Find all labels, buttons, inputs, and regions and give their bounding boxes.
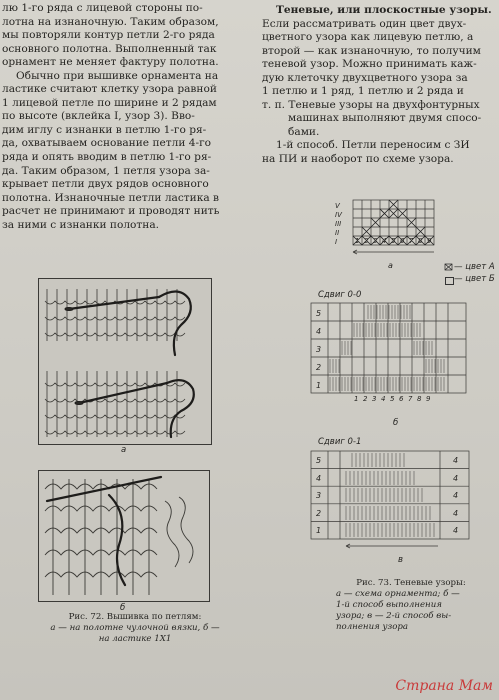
shift-0-1-row-number: 5 (316, 456, 322, 465)
figure-72-caption-line: на ластике 1Х1 (98, 634, 172, 644)
shift-0-1-side-number: 4 (453, 491, 459, 500)
shift-0-1-side-number: 4 (453, 474, 459, 483)
figure-72a-label: а (121, 445, 127, 455)
shift-0-0-col-label: 9 (426, 395, 431, 403)
shift-0-0-row-number: 1 (316, 381, 322, 390)
right-paragraph (262, 4, 496, 167)
shift-0-1-side-number: 4 (453, 509, 459, 518)
scheme-row-label: II (335, 229, 340, 237)
figure-73c-label: в (398, 555, 404, 565)
text-line: второй — как изнаночную, то получим (262, 44, 481, 57)
scheme-col-label: 3 (373, 237, 378, 245)
shift-0-0-grid (310, 302, 470, 410)
figure-72b-label: б (120, 603, 126, 613)
right-column (262, 4, 496, 167)
text-line: Обычно при вышивке орнамента на (16, 69, 219, 82)
shift-0-0-col-label: 5 (390, 395, 395, 403)
text-line: дую клеточку двухцветного узора за (262, 71, 468, 84)
figure-73b-label: б (393, 418, 399, 428)
scheme-col-label: 6 (400, 237, 405, 245)
legend-color-b: — цвет Б (454, 274, 495, 284)
text-line: Если рассматривать один цвет двух- (262, 17, 467, 30)
text-line: машинах выполняют двумя спосо- (288, 112, 482, 125)
text-line: полотна. Изнаночные петли ластика в (2, 191, 220, 204)
shift-0-0-col-label: 4 (381, 395, 386, 403)
figure-73-caption-line: полнения узора (336, 622, 409, 632)
figure-72-caption-line: а — на полотне чулочной вязки, б — (50, 623, 220, 633)
scheme-col-label: 7 (409, 237, 414, 245)
text-line: да. Таким образом, 1 петля узора за- (2, 164, 210, 177)
text-line: по высоте (вклейка I, узор 3). Вво- (2, 110, 195, 123)
figure-72-caption (40, 612, 230, 645)
scheme-row-label: III (335, 220, 342, 228)
scheme-col-label: 8 (418, 237, 423, 245)
figure-73b-table (310, 302, 470, 410)
shift-0-0-col-label: 2 (363, 395, 368, 403)
shift-0-1-title: Сдвиг 0-1 (318, 437, 362, 447)
shift-0-0-col-label: 7 (408, 395, 413, 403)
shift-0-0-col-label: 3 (372, 395, 377, 403)
scheme-col-label: 2 (364, 237, 369, 245)
text-line: ластике считают клетку узора равной (2, 83, 217, 96)
figure-73-caption (336, 578, 486, 633)
text-line: расчет не принимают и проводят нить (2, 205, 220, 218)
text-line: орнамент не меняет фактуру полотна. (2, 56, 219, 69)
figure-73c-table (310, 450, 480, 550)
scheme-label: а (388, 261, 393, 270)
scheme-row-label: I (335, 238, 338, 246)
knitting-stockinette-drawing (39, 279, 211, 444)
text-line: т. п. Теневые узоры на двухфонтурных (262, 98, 480, 111)
text-line: 1 лицевой петле по ширине и 2 рядам (2, 96, 217, 109)
shift-0-1-side-number: 4 (453, 526, 459, 535)
figure-73-caption-line: узора; в — 2-й способ вы- (336, 611, 452, 621)
shift-0-0-row-number: 2 (316, 363, 322, 372)
shift-0-1-grid (310, 450, 480, 550)
shift-0-1-row-number: 4 (316, 474, 322, 483)
shift-0-0-row-number: 3 (316, 345, 322, 354)
text-line: дим иглу с изнанки в петлю 1-го ря- (2, 123, 207, 136)
figure-72-caption-title: Рис. 72. Вышивка по петлям: (68, 612, 202, 622)
legend-swatch-b (445, 277, 454, 285)
scheme-col-label: 5 (391, 237, 396, 245)
text-line: на ПИ и наоборот по схеме узора. (262, 153, 454, 166)
figure-73-caption-title: Рис. 73. Теневые узоры: (356, 578, 466, 588)
scheme-col-label: 1 (355, 237, 360, 245)
figure-73-caption-line: а — схема орнамента; б — (336, 589, 460, 599)
figure-72b-illustration (38, 470, 210, 602)
shift-0-0-title: Сдвиг 0-0 (318, 290, 362, 300)
shift-0-1-row-number: 3 (316, 491, 322, 500)
text-line: да, охватываем основание петли 4-го (2, 137, 212, 150)
knitting-rib-drawing (39, 471, 209, 601)
text-line: за ними с изнанки полотна. (2, 218, 160, 231)
text-line: крывает петли двух рядов основного (2, 178, 209, 191)
text-line: 1 петлю и 1 ряд, 1 петлю и 2 ряда и (262, 85, 464, 98)
shift-0-1-row-number: 1 (316, 526, 322, 535)
scheme-col-label: 9 (427, 237, 432, 245)
figure-72a-illustration (38, 278, 212, 445)
shift-0-0-col-label: 6 (399, 395, 404, 403)
legend-color-a: — цвет А (454, 262, 495, 272)
section-heading: Теневые, или плоскостные узоры. (276, 4, 492, 16)
scheme-col-label: 4 (382, 237, 387, 245)
figure-73-caption-line: 1-й способ выполнения (336, 600, 442, 610)
text-line: 1-й способ. Петли переносим с ЗИ (276, 139, 470, 152)
site-watermark: Страна Мам (395, 678, 493, 694)
scheme-row-label: IV (335, 211, 342, 219)
text-line: бами. (288, 125, 320, 138)
text-line: основного полотна. Выполненный так (2, 42, 217, 55)
shift-0-0-col-label: 1 (354, 395, 359, 403)
shift-0-0-row-number: 5 (316, 309, 322, 318)
left-paragraph (2, 2, 246, 232)
scheme-row-label: V (335, 202, 340, 210)
text-line: ряда и опять вводим в петлю 1-го ря- (2, 151, 212, 164)
text-line: цветного узора как лицевую петлю, а (262, 31, 474, 44)
text-line: лотна на изнаночную. Таким образом, (2, 15, 219, 28)
left-column (2, 2, 246, 232)
text-line: лю 1-го ряда с лицевой стороны по- (2, 2, 203, 14)
text-line: мы повторяли контур петли 2-го ряда (2, 29, 215, 42)
text-line: теневой узор. Можно принимать каж- (262, 58, 477, 71)
shift-0-1-row-number: 2 (316, 509, 322, 518)
shift-0-0-col-label: 8 (417, 395, 422, 403)
shift-0-1-side-number: 4 (453, 456, 459, 465)
shift-0-0-row-number: 4 (316, 327, 322, 336)
